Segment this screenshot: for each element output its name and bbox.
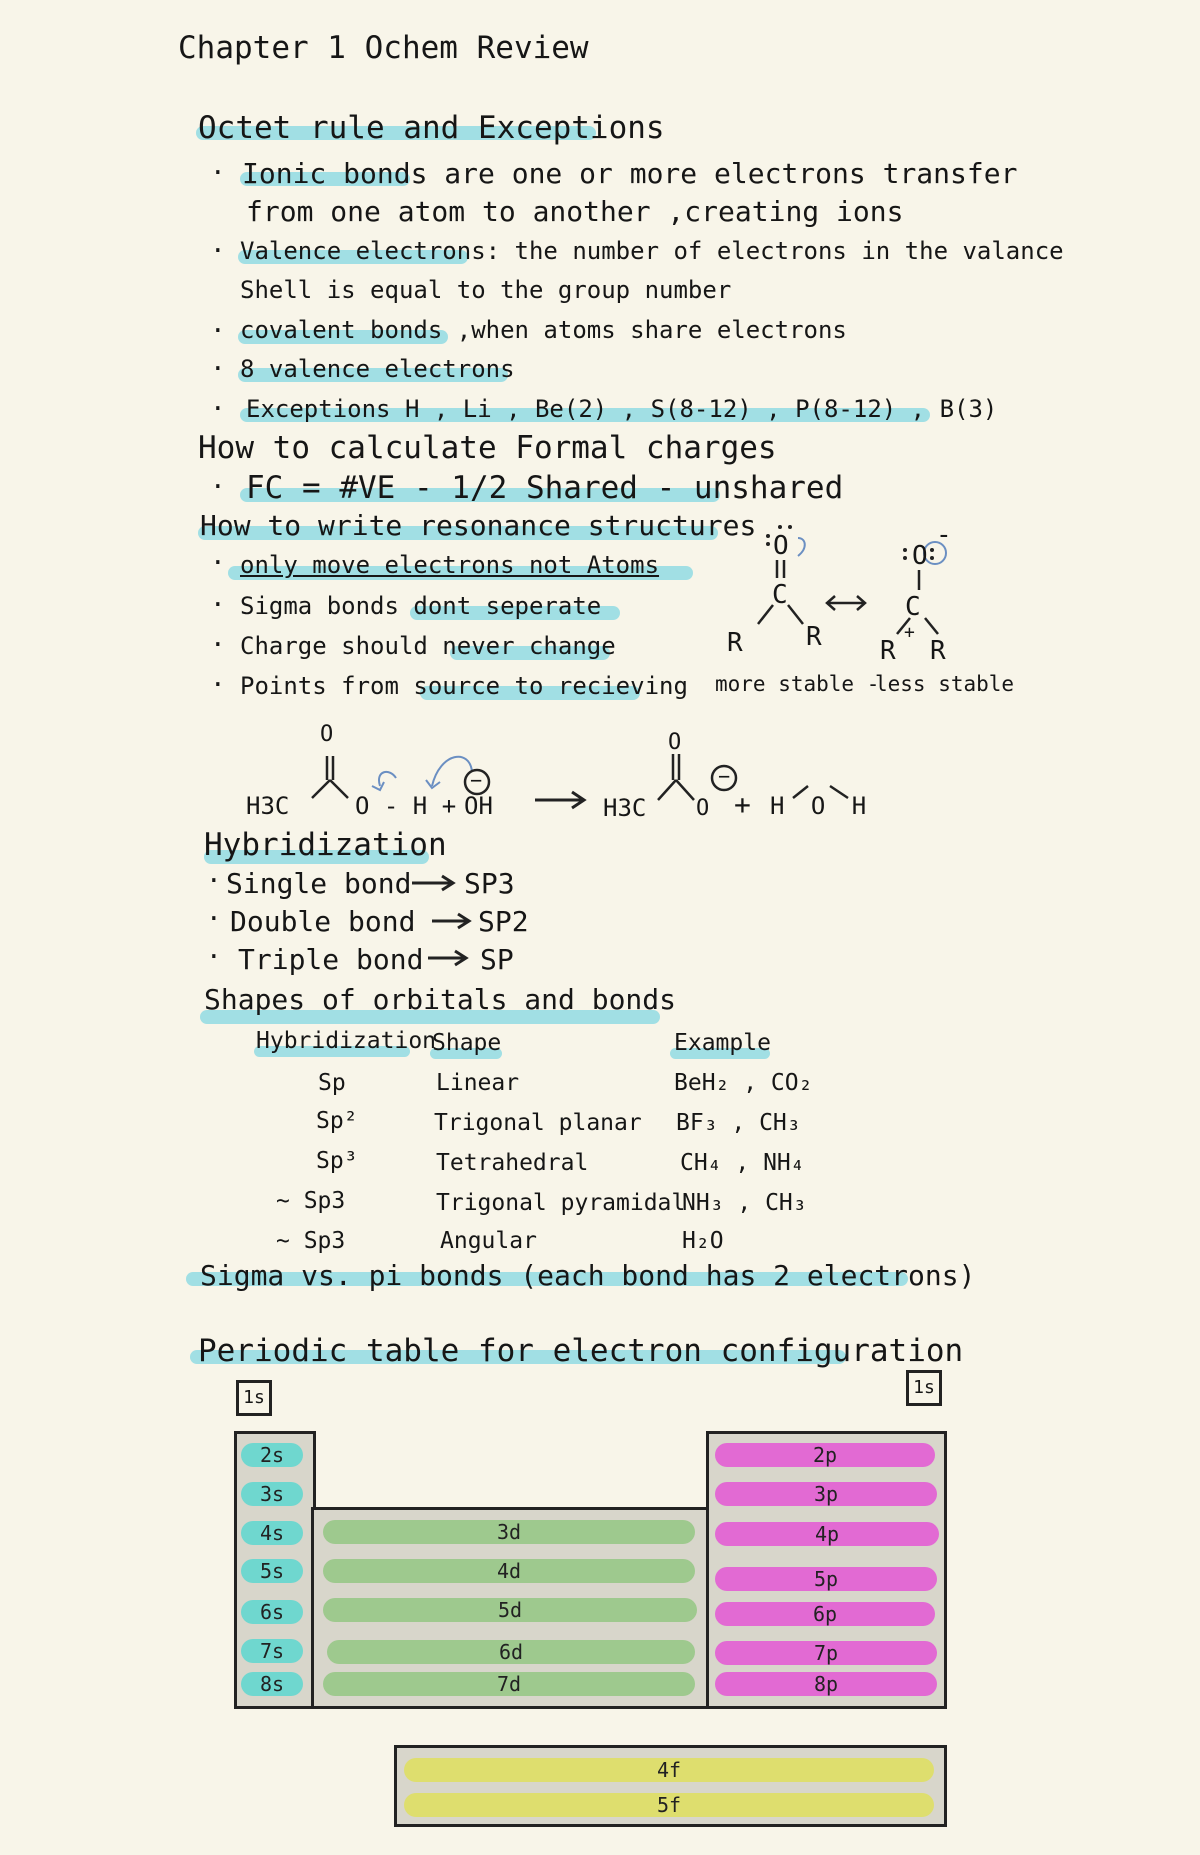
table-row-5-example: H₂O <box>682 1228 724 1254</box>
table-row-2-example: BF₃ , CH₃ <box>676 1110 801 1136</box>
caption-more-stable: more stable - <box>715 672 880 696</box>
bullet-dot: · <box>210 158 226 188</box>
reaction-plus: + <box>734 788 751 821</box>
octet-bullet-5: Exceptions H , Li , Be(2) , S(8-12) , P(8-12) , B(3) <box>246 395 998 423</box>
resonance-bullet-1: only move electrons not Atoms <box>240 551 660 579</box>
water-molecule: H O H <box>770 792 873 820</box>
resonance-right-charge-plus: + <box>904 622 915 643</box>
hybridization-bond-3: Triple bond <box>238 943 424 976</box>
caption-less-stable: less stable <box>875 672 1015 696</box>
carboxylate-charge: − <box>718 764 731 788</box>
reaction-right-carbonyl-o: O <box>668 730 682 755</box>
orbital-7p: 7p <box>715 1641 937 1665</box>
resonance-right-oxygen: O <box>912 541 928 571</box>
orbital-7d: 7d <box>323 1672 695 1696</box>
table-row-2-shape: Trigonal planar <box>434 1110 642 1136</box>
reaction-right-oxygen: O <box>696 796 710 821</box>
hybridization-bond-2: Double bond <box>230 905 416 938</box>
table-row-1-example: BeH₂ , CO₂ <box>674 1070 813 1096</box>
hybridization-bond-1: Single bond <box>226 867 412 900</box>
hydroxide-ion: OH <box>464 792 493 820</box>
bullet-dot: · <box>210 670 226 700</box>
hybridization-result-3: SP <box>480 943 514 976</box>
resonance-bullet-2: Sigma bonds dont seperate <box>240 592 602 620</box>
octet-bullet-2-line-1: Valence electrons: the number of electrons in the valance <box>240 237 1064 265</box>
orbital-5f: 5f <box>404 1793 934 1817</box>
bullet-dot: · <box>210 472 226 502</box>
bullet-dot: · <box>206 904 222 934</box>
resonance-left-oxygen: O <box>773 531 789 561</box>
octet-bullet-1-line-1: Ionic bonds are one or more electrons transfer <box>242 157 1018 190</box>
table-row-5-hybridization: ~ Sp3 <box>276 1228 346 1254</box>
reaction-left-ch3: H3C <box>246 792 290 820</box>
resonance-right-r1: R <box>880 636 896 666</box>
column-header-hybridization: Hybridization <box>256 1028 437 1054</box>
octet-bullet-3: covalent bonds ,when atoms share electrons <box>240 316 847 344</box>
bullet-dot: · <box>210 316 226 346</box>
bullet-dot: · <box>210 548 226 578</box>
d-block <box>311 1507 711 1709</box>
resonance-left-r2: R <box>806 622 822 652</box>
column-header-example: Example <box>674 1030 771 1056</box>
bullet-dot: · <box>210 394 226 424</box>
resonance-right-charge-minus: - <box>936 520 952 550</box>
bullet-dot: · <box>206 942 222 972</box>
orbital-6s: 6s <box>241 1600 303 1624</box>
resonance-left-carbon: C <box>772 580 788 610</box>
sigma-pi-note: Sigma vs. pi bonds (each bond has 2 electrons) <box>200 1259 976 1292</box>
s-block <box>234 1431 316 1709</box>
section-heading-formal: How to calculate Formal charges <box>198 430 777 466</box>
orbital-3d: 3d <box>323 1520 695 1544</box>
hybridization-result-1: SP3 <box>464 867 515 900</box>
octet-bullet-4: 8 valence electrons <box>240 355 515 383</box>
bullet-dot: · <box>210 590 226 620</box>
hybridization-result-2: SP2 <box>478 905 529 938</box>
p-block <box>706 1431 947 1709</box>
reaction-left-carbonyl-o: O <box>320 722 334 747</box>
resonance-right-r2: R <box>930 636 946 666</box>
orbital-4d: 4d <box>323 1559 695 1583</box>
table-row-5-shape: Angular <box>440 1228 537 1254</box>
orbital-5s: 5s <box>241 1559 303 1583</box>
section-heading-periodic: Periodic table for electron configuration <box>198 1333 964 1369</box>
bullet-dot: · <box>210 236 226 266</box>
orbital-8p: 8p <box>715 1672 937 1696</box>
orbital-2s: 2s <box>241 1443 303 1467</box>
periodic-1s-right: 1s <box>906 1370 942 1406</box>
column-header-shape: Shape <box>432 1030 502 1056</box>
orbital-3s: 3s <box>241 1482 303 1506</box>
page-title: Chapter 1 Ochem Review <box>178 30 589 66</box>
table-row-2-hybridization: Sp² <box>316 1108 358 1134</box>
table-row-3-hybridization: Sp³ <box>316 1148 358 1174</box>
orbital-8s: 8s <box>241 1672 303 1696</box>
reaction-right-ch3: H3C <box>603 794 647 822</box>
table-row-4-example: NH₃ , CH₃ <box>682 1190 807 1216</box>
resonance-bullet-4: Points from source to recieving <box>240 672 688 700</box>
bullet-dot: · <box>210 354 226 384</box>
octet-bullet-2-line-2: Shell is equal to the group number <box>240 276 732 304</box>
section-heading-octet: Octet rule and Exceptions <box>198 110 665 146</box>
table-row-3-shape: Tetrahedral <box>436 1150 589 1176</box>
section-heading-shapes: Shapes of orbitals and bonds <box>204 983 677 1016</box>
bullet-dot: · <box>210 630 226 660</box>
bullet-dot: · <box>206 866 222 896</box>
resonance-left-r1: R <box>727 628 743 658</box>
table-row-1-hybridization: Sp <box>318 1070 346 1096</box>
orbital-3p: 3p <box>715 1482 937 1506</box>
formal-charge-formula: FC = #VE - 1/2 Shared - unshared <box>246 470 844 506</box>
hydroxide-charge: − <box>470 768 483 792</box>
orbital-6p: 6p <box>715 1602 935 1626</box>
orbital-4f: 4f <box>404 1758 934 1782</box>
section-heading-resonance: How to write resonance structures <box>200 509 757 542</box>
table-row-3-example: CH₄ , NH₄ <box>680 1150 805 1176</box>
table-row-1-shape: Linear <box>436 1070 520 1096</box>
table-row-4-hybridization: ~ Sp3 <box>276 1188 346 1214</box>
resonance-right-carbon: C <box>905 592 921 622</box>
orbital-4s: 4s <box>241 1521 303 1545</box>
orbital-6d: 6d <box>327 1640 695 1664</box>
table-row-4-shape: Trigonal pyramidal <box>436 1190 686 1216</box>
reaction-left-oh: O - H + <box>355 792 457 820</box>
octet-bullet-1-line-2: from one atom to another ,creating ions <box>246 195 904 228</box>
orbital-5p: 5p <box>715 1567 937 1591</box>
orbital-2p: 2p <box>715 1443 935 1467</box>
periodic-1s-left: 1s <box>236 1380 272 1416</box>
resonance-bullet-3: Charge should never change <box>240 632 616 660</box>
section-heading-hybridization: Hybridization <box>204 827 447 863</box>
orbital-4p: 4p <box>715 1522 939 1546</box>
orbital-5d: 5d <box>323 1598 697 1622</box>
orbital-7s: 7s <box>241 1639 303 1663</box>
f-block <box>394 1745 947 1827</box>
